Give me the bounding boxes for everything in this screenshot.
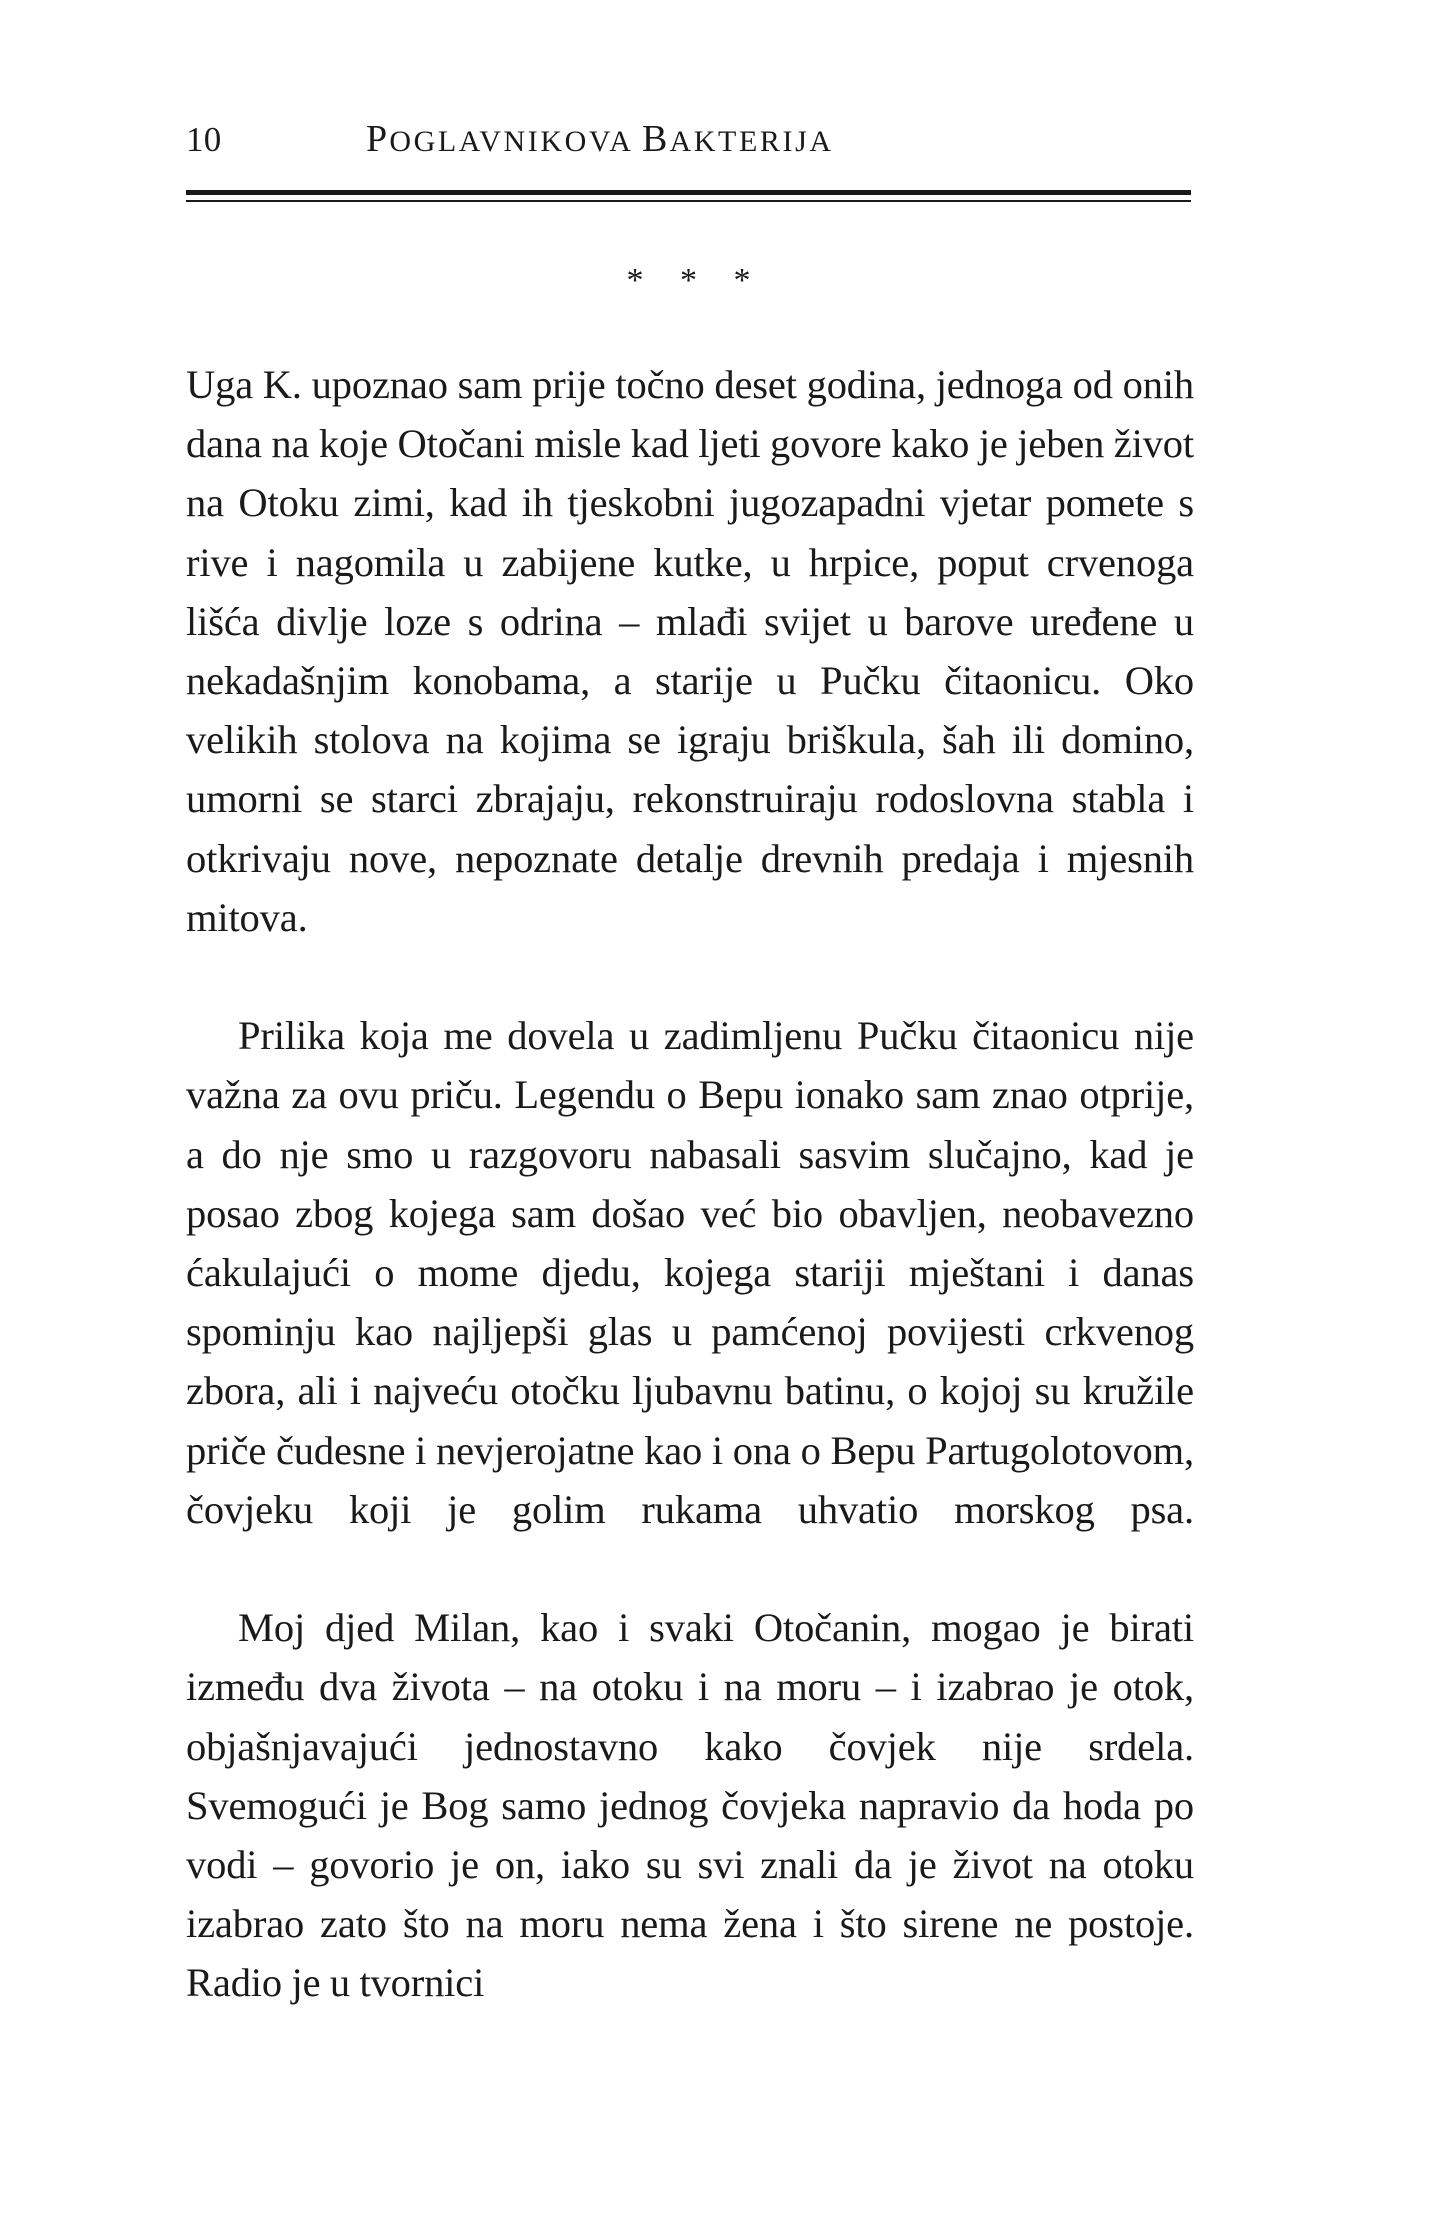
running-head-title: POGLAVNIKOVA BAKTERIJA bbox=[366, 118, 834, 160]
header-double-rule bbox=[186, 190, 1191, 202]
rule-thin bbox=[186, 200, 1191, 202]
paragraph-1: Uga K. upoznao sam prije točno deset godina, jednoga od onih dana na koje Otočani misle kad ljeti govore kako je jeben život na Otoku zimi, kad ih tjeskobni jugozapadni vjetar pomete s rive i nagomila u zabijene kutke, u hrpice, poput crvenoga lišća divlje loze s odrina – mlađi svijet u barove uređene u nekadašnjim konobama, a starije u Pučku čitaonicu. Oko velikih stolova na kojima se igraju briškula, šah ili domino, umorni se starci zbrajaju, rekonstruiraju rodoslovna stabla i otkrivaju nove, nepoznate detalje drevnih predaja i mjesnih mitova. bbox=[186, 362, 1194, 940]
body-text-block bbox=[186, 355, 1194, 2013]
paragraph-2: Prilika koja me dovela u zadimljenu Pučku čitaonicu nije važna za ovu priču. Legendu o Bepu ionako sam znao otprije, a do nje smo u razgovoru nabasali sasvim slučajno, kad je posao zbog kojega sam došao već bio obavljen, neobavezno ćakulajući o mome djedu, kojega stariji mještani i danas spominju kao najljepši glas u pamćenoj povijesti crkvenog zbora, ali i najveću otočku ljubavnu batinu, o kojoj su kružile priče čudesne i nevjerojatne kao i ona o Bepu Partugolotovom, čovjeku koji je golim rukama uhvatio morskog psa. bbox=[186, 1013, 1194, 1532]
running-head-initial: P bbox=[366, 118, 390, 160]
paragraph-3: Moj djed Milan, kao i svaki Otočanin, mogao je birati između dva života – na otoku i na moru – i izabrao je otok, objašnjavajući jednostavno kako čovjek nije srdela. Svemogući je Bog samo jednog čovjeka napravio da hoda po vodi – govorio je on, iako su svi znali da je život na otoku izabrao zato što na moru nema žena i što sirene ne postoje. Radio je u tvornici bbox=[186, 1605, 1194, 2006]
running-head-initial: B bbox=[641, 118, 670, 160]
page-number: 10 bbox=[186, 120, 222, 159]
section-separator-asterism: * * * bbox=[626, 262, 765, 299]
running-header bbox=[186, 120, 1191, 166]
